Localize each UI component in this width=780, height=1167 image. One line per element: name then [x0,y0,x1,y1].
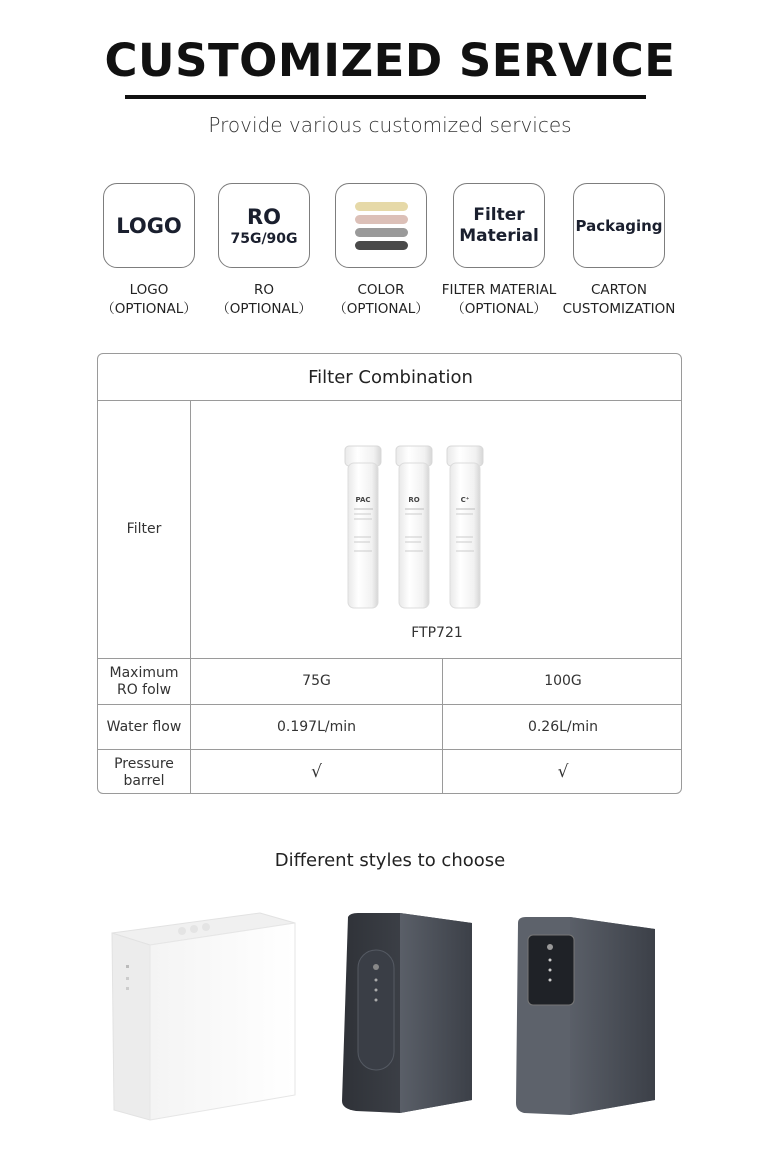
option-label-line1: RO [253,282,274,298]
filter-model: FTP721 [411,625,463,641]
row-label-max-ro-flow: Maximum RO folw [109,664,179,698]
option-label [200,281,328,319]
option-label [555,281,683,319]
cartridge-label-c: C⁺ [460,496,470,504]
product-styles-image [100,905,700,1125]
cartridge-c [447,446,483,608]
cartridge-pac [345,446,381,608]
cell-pressure-barrel-1: √ [311,762,322,782]
cartridge-label-ro: RO [408,496,420,504]
logo-option-box[interactable] [103,183,195,268]
filter-material-option-box[interactable] [453,183,545,268]
option-label-line1: COLOR [357,282,405,298]
option-logo[interactable] [85,183,213,319]
row-label-water-flow: Water flow [106,718,182,735]
cell-max-ro-flow-2: 100G [544,673,582,689]
filter-row-label: Filter [126,521,162,537]
white-unit [112,913,295,1120]
ro-box-sub: 75G/90G [230,230,298,247]
packaging-box-text: Packaging [575,216,663,235]
option-filter-material[interactable] [435,183,563,319]
page-subtitle: Provide various customized services [208,113,572,137]
filter-material-box-line2: Material [459,225,539,246]
table-title: Filter Combination [308,366,473,388]
styles-title: Different styles to choose [274,850,506,871]
cell-water-flow-2: 0.26L/min [527,718,599,735]
cell-water-flow-1: 0.197L/min [277,718,356,735]
option-label [317,281,445,319]
dark-unit-round [342,913,472,1113]
color-swatch-1[interactable] [355,202,408,211]
dark-unit-display [516,917,655,1115]
option-label-line2: CUSTOMIZATION [562,301,676,317]
cell-max-ro-flow-1: 75G [302,673,331,689]
option-label-line2: （OPTIONAL） [101,301,197,317]
option-label-line1: CARTON [590,282,648,298]
option-label-line1: LOGO [129,282,169,298]
option-label [435,281,563,319]
cartridge-label-pac: PAC [355,496,371,504]
option-packaging[interactable] [555,183,683,319]
option-color[interactable] [317,183,445,319]
page-title: CUSTOMIZED SERVICE [104,34,676,87]
cartridge-ro [396,446,432,608]
filter-material-box-line1: Filter [473,204,525,225]
row-label-pressure-barrel: Pressure barrel [114,755,174,789]
ro-box-text: RO [246,204,282,229]
option-label [85,281,213,319]
option-label-line2: （OPTIONAL） [451,301,547,317]
filter-combination-table [97,353,682,794]
color-swatch-3[interactable] [355,228,408,237]
option-ro[interactable] [200,183,328,319]
ro-option-box[interactable] [218,183,310,268]
option-label-line2: （OPTIONAL） [333,301,429,317]
color-option-box[interactable] [335,183,427,268]
option-label-line1: FILTER MATERIAL [441,282,557,298]
logo-box-text: LOGO [116,213,182,238]
filter-cartridges-image [191,401,682,658]
filter-cartridges-graphic [191,401,682,658]
product-styles-graphic [100,905,700,1125]
title-underline [125,95,646,99]
color-swatch-2[interactable] [355,215,408,224]
packaging-option-box[interactable] [573,183,665,268]
cell-pressure-barrel-2: √ [557,762,569,782]
option-label-line2: （OPTIONAL） [216,301,312,317]
color-swatch-4[interactable] [355,241,408,250]
